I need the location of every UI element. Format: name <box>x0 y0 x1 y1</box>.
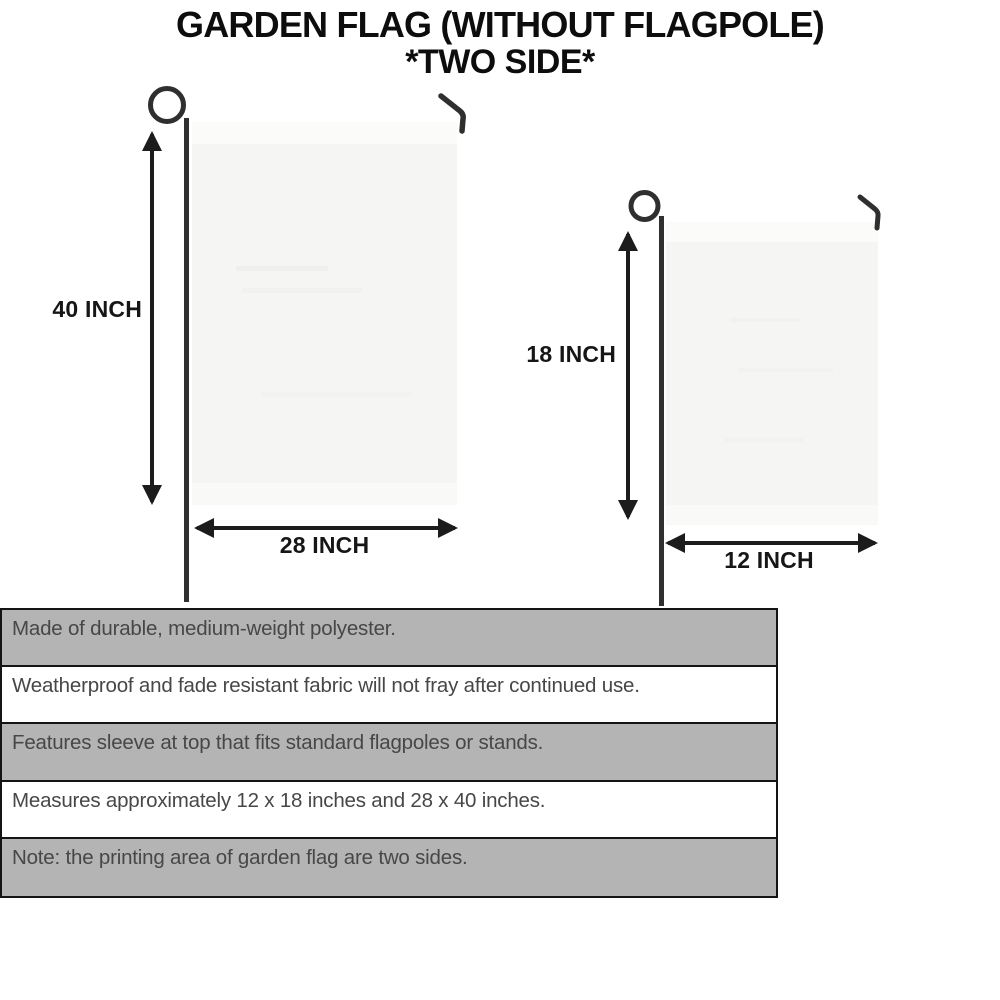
title-line1: GARDEN FLAG (WITHOUT FLAGPOLE) <box>176 4 824 45</box>
feature-row-measures: Measures approximately 12 x 18 inches and 28 x 40 inches. <box>2 782 776 839</box>
large-flag-height-label: 40 INCH <box>52 296 142 322</box>
large-flag <box>192 122 457 505</box>
feature-row-sleeve: Features sleeve at top that fits standard flagpoles or stands. <box>2 724 776 781</box>
feature-list <box>0 608 778 898</box>
feature-row-material: Made of durable, medium-weight polyester. <box>2 610 776 667</box>
feature-row-note: Note: the printing area of garden flag are two sides. <box>2 839 776 896</box>
small-flag <box>666 222 878 525</box>
small-flag-height-label: 18 INCH <box>526 341 616 367</box>
large-flag-width-label: 28 INCH <box>279 532 370 558</box>
feature-row-weatherproof: Weatherproof and fade resistant fabric will not fray after continued use. <box>2 667 776 724</box>
title-line2: *TWO SIDE* <box>405 42 595 81</box>
small-flag-width-label: 12 INCH <box>724 547 814 573</box>
